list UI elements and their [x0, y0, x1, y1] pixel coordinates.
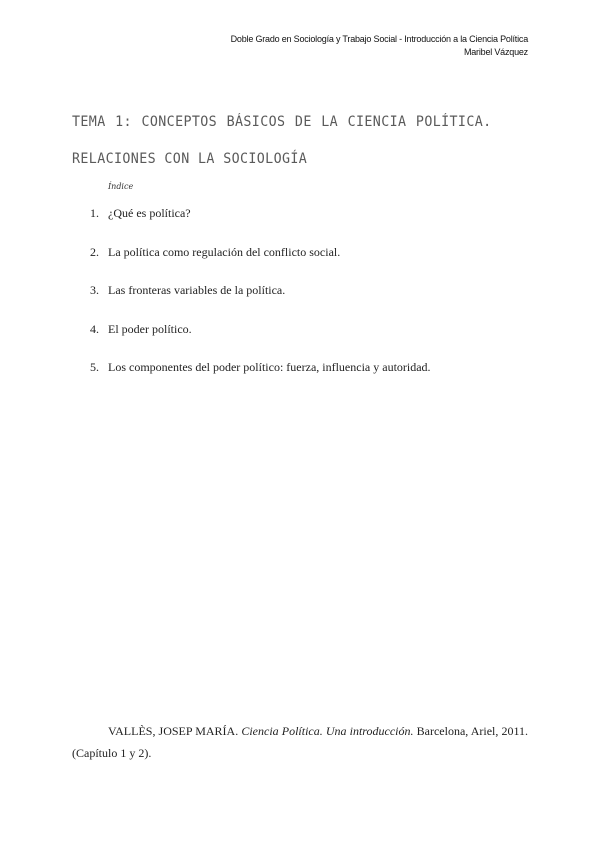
toc-item: [90, 206, 431, 245]
toc-item: [90, 322, 431, 361]
bibliographic-reference: [72, 720, 528, 764]
toc-item-text: ¿Qué es política?: [108, 206, 191, 220]
toc-item-text: Los componentes del poder político: fuerza, influencia y autoridad.: [108, 360, 431, 374]
toc-item-number: 4.: [90, 321, 99, 336]
toc-item-number: 2.: [90, 244, 99, 259]
header-course: Doble Grado en Sociología y Trabajo Social - Introducción a la Ciencia Política: [230, 34, 528, 44]
toc-item-text: La política como regulación del conflicto social.: [108, 244, 341, 259]
index-label: Índice: [108, 182, 134, 191]
toc-item: [90, 360, 431, 399]
toc-item: [90, 283, 431, 322]
reference-author: VALLÈS, JOSEP MARÍA.: [108, 724, 239, 738]
reference-publisher: Barcelona, Ariel, 2011. (Capítulo 1 y 2).: [72, 724, 529, 760]
document-title: TEMA 1: CONCEPTOS BÁSICOS DE LA CIENCIA POLÍTICA. RELACIONES CON LA SOCIOLOGÍA: [72, 113, 492, 167]
reference-book-title: Ciencia Política. Una introducción.: [241, 724, 414, 738]
toc-item: [90, 245, 431, 284]
header-author: Maribel Vázquez: [463, 47, 528, 57]
toc-item-number: 1.: [90, 206, 99, 220]
page-header: [231, 33, 528, 59]
toc-item-number: 5.: [90, 360, 99, 374]
toc-item-text: Las fronteras variables de la política.: [108, 283, 286, 297]
toc-item-number: 3.: [90, 283, 99, 297]
table-of-contents: [90, 206, 431, 399]
toc-item-text: El poder político.: [108, 321, 192, 336]
